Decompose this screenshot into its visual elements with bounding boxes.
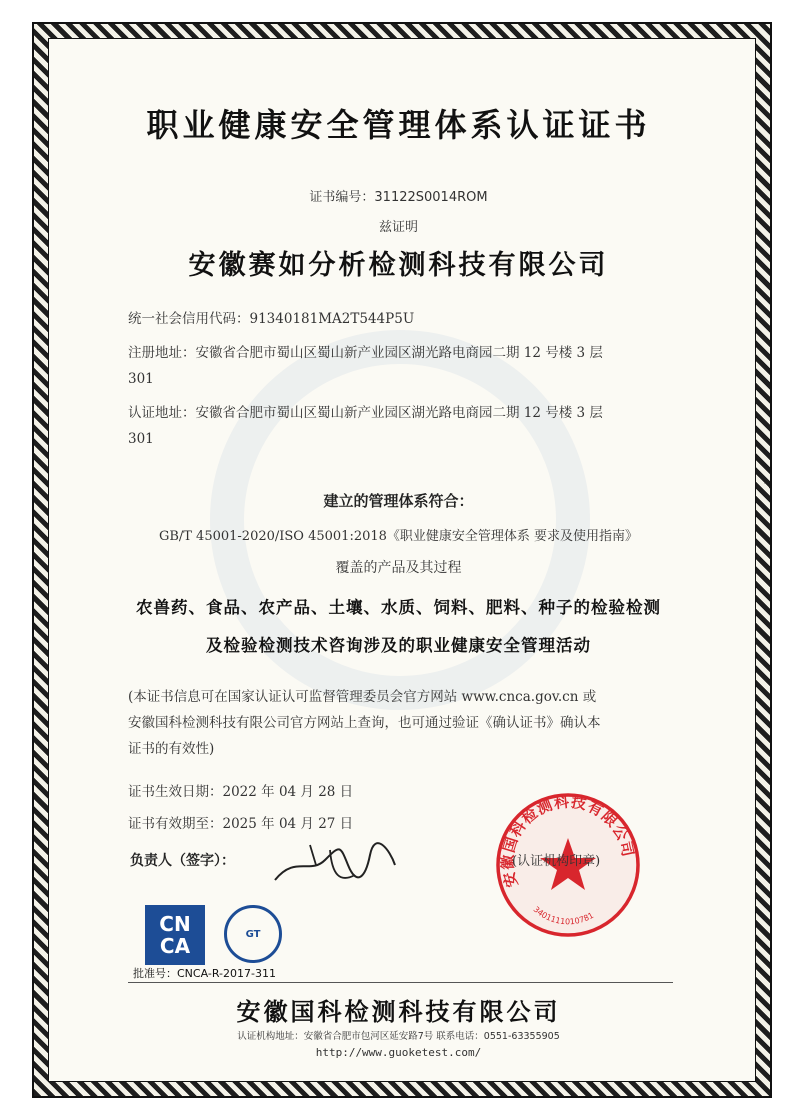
seal-code: 3401111010781 bbox=[531, 904, 596, 927]
certified-address-line1: 安徽省合肥市蜀山区蜀山新产业园区湖光路电商园二期 12 号楼 3 层 bbox=[195, 405, 603, 421]
signatory-label: 负责人（签字）： bbox=[130, 853, 235, 869]
registered-address-line1: 安徽省合肥市蜀山区蜀山新产业园区湖光路电商园二期 12 号楼 3 层 bbox=[195, 345, 603, 361]
guoke-testing-logo bbox=[224, 905, 282, 963]
approval-number: 批准号：CNCA-R-2017-311 bbox=[133, 967, 276, 980]
registered-address bbox=[128, 340, 688, 392]
footer-divider bbox=[128, 982, 673, 983]
note-line-1: (本证书信息可在国家认证认可监督管理委员会官方网站 www.cnca.gov.cn 或 bbox=[128, 689, 597, 705]
standard-reference: GB/T 45001-2020/ISO 45001:2018《职业健康安全管理体系 要求及使用指南》 bbox=[158, 529, 639, 544]
company-name: 安徽赛如分析检测科技有限公司 bbox=[188, 250, 609, 281]
issuer-url[interactable]: http://www.guoketest.com/ bbox=[315, 1046, 482, 1059]
signature bbox=[270, 835, 400, 895]
verification-note bbox=[128, 684, 673, 762]
certified-address-label: 认证地址： bbox=[128, 405, 196, 421]
cnca-logo-line1: CN bbox=[159, 912, 191, 936]
hereby-certify: 兹证明 bbox=[378, 220, 418, 235]
credit-code: 统一社会信用代码：91340181MA2T544P5U bbox=[128, 311, 415, 327]
gt-logo-text: GT bbox=[245, 928, 261, 940]
effective-date: 证书生效日期：2022 年 04 月 28 日 bbox=[128, 784, 354, 800]
scope-line-2: 及检验检测技术咨询涉及的职业健康安全管理活动 bbox=[206, 636, 591, 655]
note-line-3: 证书的有效性) bbox=[128, 741, 215, 757]
cnca-logo bbox=[145, 905, 205, 965]
system-heading: 建立的管理体系符合： bbox=[323, 492, 474, 510]
issuer-name: 安徽国科检测科技有限公司 bbox=[236, 998, 561, 1026]
registered-address-line2: 301 bbox=[128, 371, 154, 387]
certified-address-line2: 301 bbox=[128, 431, 154, 447]
scope-line-1: 农兽药、食品、农产品、土壤、水质、饲料、肥料、种子的检验检测 bbox=[136, 598, 661, 617]
seal-text: 安徽国科检测科技有限公司 bbox=[498, 792, 638, 890]
certificate-number: 证书编号：31122S0014ROM bbox=[309, 190, 488, 205]
expiry-date: 证书有效期至：2025 年 04 月 27 日 bbox=[128, 816, 354, 832]
scope-heading: 覆盖的产品及其过程 bbox=[335, 560, 462, 576]
note-line-2: 安徽国科检测科技有限公司官方网站上查询，也可通过验证《确认证书》确认本 bbox=[128, 715, 601, 731]
issuer-address: 认证机构地址：安徽省合肥市包河区延安路7号 联系电话：0551-63355905 bbox=[237, 1031, 560, 1042]
cnca-logo-line2: CA bbox=[159, 934, 191, 958]
certified-address bbox=[128, 400, 688, 452]
seal-label: (认证机构印章) bbox=[512, 854, 601, 869]
certificate-title: 职业健康安全管理体系认证证书 bbox=[146, 106, 651, 144]
registered-address-label: 注册地址： bbox=[128, 345, 196, 361]
